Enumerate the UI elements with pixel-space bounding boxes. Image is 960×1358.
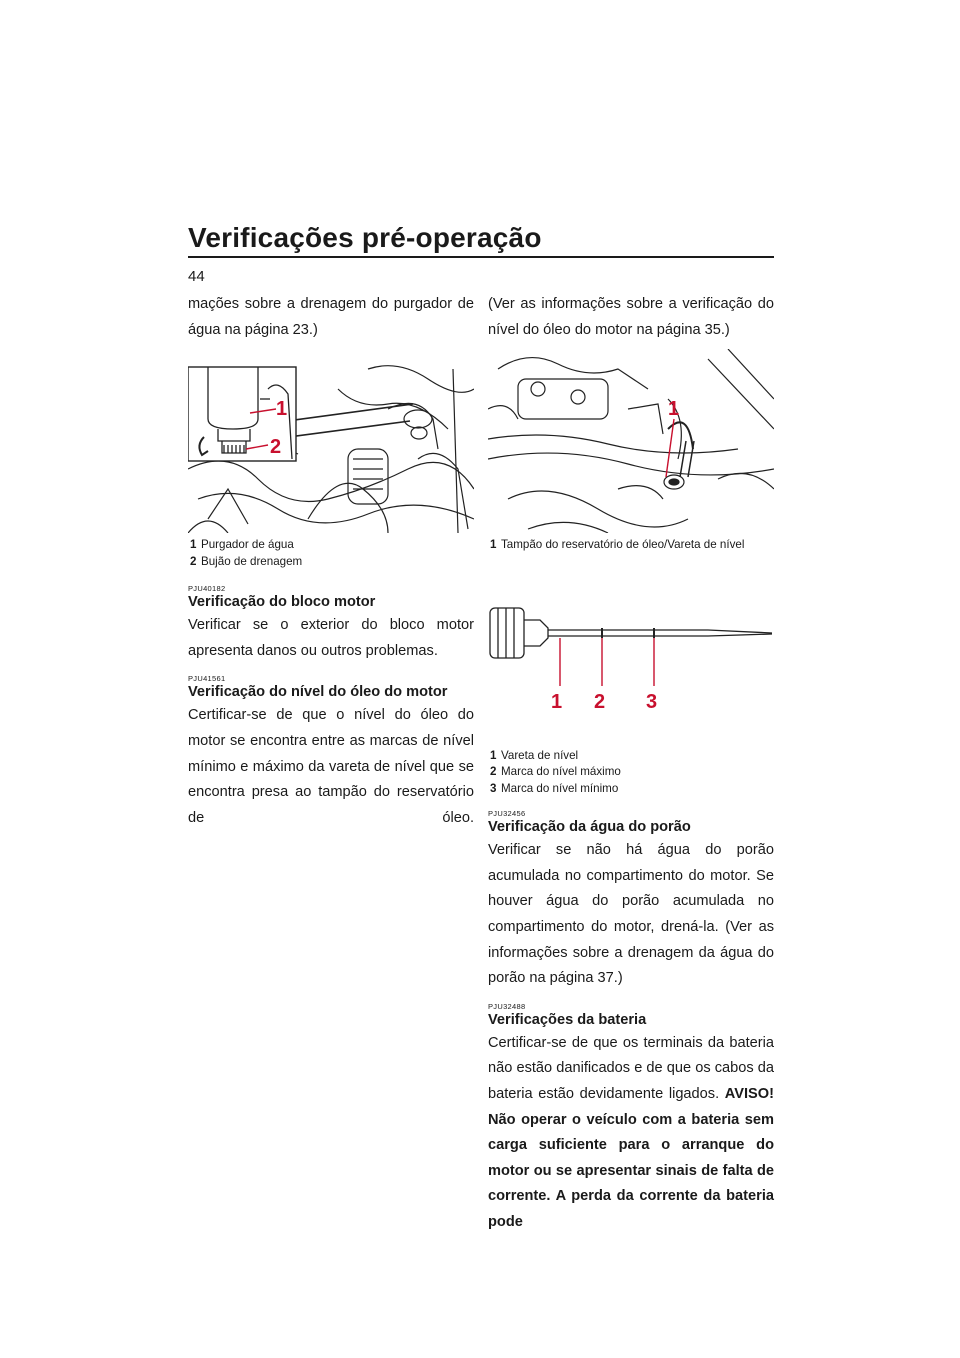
right-column <box>488 292 774 1236</box>
caption-number: 1 <box>190 538 197 552</box>
callout-3: 3 <box>646 690 658 713</box>
caption-text: Bujão de drenagem <box>201 554 303 568</box>
notice-text: Não operar o veículo com a bateria sem carga suficiente para o arranque do motor ou se apresentar sinais de falta de corrente. A perda da corrente da bateria pode <box>488 1111 774 1230</box>
water-drain-captions <box>190 537 474 570</box>
battery-body-text: Certificar-se de que os terminais da bateria não estão danificados e de que os cabos da bateria estão devidamente ligados. <box>488 1034 774 1102</box>
caption-text: Purgador de água <box>201 538 294 552</box>
oil-cap-illustration <box>488 349 774 533</box>
caption-item <box>490 781 774 798</box>
oil-cap-figure <box>488 349 774 533</box>
dipstick-figure <box>488 578 774 744</box>
caption-number: 1 <box>490 748 497 762</box>
page-number: 44 <box>188 268 205 285</box>
callout-1: 1 <box>668 398 680 421</box>
callout-1: 1 <box>276 398 288 421</box>
section-title-bilge: Verificação da água do porão <box>488 819 691 836</box>
caption-text: Tampão do reservatório de óleo/Vareta de nível <box>501 538 745 552</box>
notice-label: AVISO! <box>724 1085 774 1102</box>
page-header-title: Verificações pré-operação <box>188 222 542 253</box>
dipstick-captions <box>490 748 774 798</box>
section-title-engine-block: Verificação do bloco motor <box>188 594 376 611</box>
callout-2: 2 <box>270 436 282 459</box>
section-code: PJU40182 <box>188 584 226 594</box>
caption-item <box>490 764 774 781</box>
caption-text: Marca do nível máximo <box>501 765 621 779</box>
caption-item <box>490 748 774 765</box>
section-code: PJU32488 <box>488 1001 526 1011</box>
caption-number: 2 <box>490 765 497 779</box>
section-title-oil-level: Verificação do nível do óleo do motor <box>188 684 448 701</box>
caption-number: 1 <box>490 538 497 552</box>
water-drain-figure <box>188 349 474 533</box>
caption-text: Vareta de nível <box>501 748 579 762</box>
section-body-engine-block: Verificar se o exterior do bloco motor apresenta danos ou outros problemas. <box>188 617 474 659</box>
section-title-battery: Verificações da bateria <box>488 1011 647 1028</box>
right-intro-text: (Ver as informações sobre a verificação do nível do óleo do motor na página 35.) <box>488 296 774 338</box>
water-drain-illustration <box>188 349 474 533</box>
caption-item <box>490 537 774 554</box>
callout-2: 2 <box>594 690 606 713</box>
section-body-battery <box>488 1031 774 1236</box>
oil-cap-captions <box>490 537 774 554</box>
caption-item <box>190 554 474 571</box>
dipstick-illustration <box>488 578 774 744</box>
section-body-oil-level: Certificar-se de que o nível do óleo do motor se encontra entre as marcas de nível mínimo e máximo da vareta de nível que se encontra presa ao tampão do reservatório de óleo. <box>188 707 474 826</box>
caption-text: Marca do nível mínimo <box>501 781 619 795</box>
section-body-bilge: Verificar se não há água do porão acumulada no compartimento do motor. Se houver água do porão acumulada no compartimento do motor, drená-la. (Ver as informações sobre a drenagem da água do porão na página 37.) <box>488 842 774 987</box>
callout-1: 1 <box>551 690 563 713</box>
caption-number: 2 <box>190 554 197 568</box>
header-rule <box>188 256 774 258</box>
left-column <box>188 292 474 831</box>
left-intro-text: mações sobre a drenagem do purgador de água na página 23.) <box>188 296 474 338</box>
caption-item <box>190 537 474 554</box>
caption-number: 3 <box>490 781 497 795</box>
section-code: PJU41561 <box>188 674 226 684</box>
section-code: PJU32456 <box>488 809 526 819</box>
